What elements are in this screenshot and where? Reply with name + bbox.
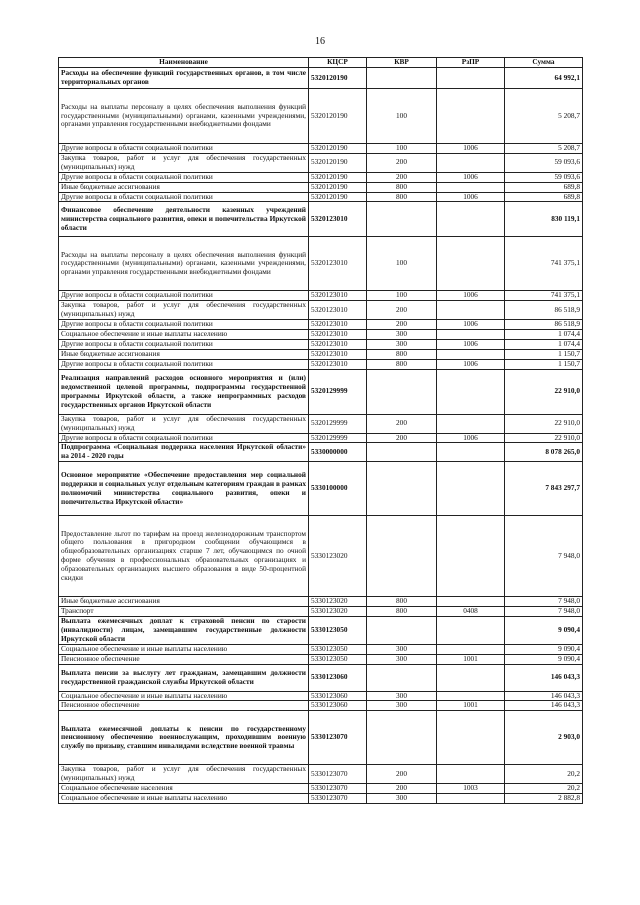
- cell-rzpr: 1001: [437, 701, 505, 711]
- cell-rzpr: 1001: [437, 654, 505, 664]
- cell-kvr: 300: [367, 654, 437, 664]
- header-kcsr: КЦСР: [309, 58, 367, 68]
- cell-rzpr: [437, 516, 505, 597]
- cell-kcsr: 5320120190: [309, 153, 367, 172]
- cell-kvr: 300: [367, 644, 437, 654]
- cell-rzpr: 1003: [437, 784, 505, 794]
- cell-rzpr: 1006: [437, 433, 505, 443]
- cell-kvr: 300: [367, 330, 437, 340]
- cell-name: Другие вопросы в области социальной политики: [59, 339, 309, 349]
- cell-rzpr: [437, 349, 505, 359]
- cell-name: Другие вопросы в области социальной политики: [59, 291, 309, 301]
- table-row: [59, 359, 583, 369]
- table-row: [59, 664, 583, 691]
- cell-sum: 7 843 297,7: [505, 462, 583, 516]
- cell-kcsr: 5320123010: [309, 202, 367, 237]
- cell-name: Расходы на выплаты персоналу в целях обеспечения выполнения функций государственными (муниципальными) органами, казенными учреждениями, органами управления государственными внебюджетными фондами: [59, 237, 309, 291]
- cell-rzpr: 1006: [437, 359, 505, 369]
- cell-kcsr: 5330123050: [309, 644, 367, 654]
- cell-rzpr: [437, 414, 505, 433]
- cell-kcsr: 5330123050: [309, 654, 367, 664]
- header-kvr: КВР: [367, 58, 437, 68]
- cell-sum: 64 992,1: [505, 68, 583, 89]
- cell-name: Закупка товаров, работ и услуг для обеспечения государственных (муниципальных) нужд: [59, 414, 309, 433]
- cell-name: Закупка товаров, работ и услуг для обеспечения государственных (муниципальных) нужд: [59, 301, 309, 320]
- cell-name: Иные бюджетные ассигнования: [59, 597, 309, 607]
- cell-rzpr: [437, 597, 505, 607]
- cell-kcsr: 5320129999: [309, 369, 367, 414]
- cell-sum: 7 948,0: [505, 516, 583, 597]
- cell-name: Закупка товаров, работ и услуг для обеспечения государственных (муниципальных) нужд: [59, 153, 309, 172]
- cell-name: Социальное обеспечение и иные выплаты населению: [59, 644, 309, 654]
- cell-rzpr: [437, 664, 505, 691]
- cell-rzpr: 1006: [437, 144, 505, 154]
- cell-sum: 2 903,0: [505, 711, 583, 765]
- cell-kcsr: 5330123070: [309, 765, 367, 784]
- cell-name: Финансовое обеспечение деятельности казенных учреждений министерства социального развития, опеки и попечительства Иркутской области: [59, 202, 309, 237]
- cell-kvr: 300: [367, 701, 437, 711]
- cell-kvr: 800: [367, 607, 437, 617]
- cell-rzpr: [437, 68, 505, 89]
- cell-name: Подпрограмма «Социальная поддержка населения Иркутской области» на 2014 - 2020 годы: [59, 443, 309, 462]
- cell-rzpr: 1006: [437, 192, 505, 202]
- cell-name: Социальное обеспечение и иные выплаты населению: [59, 330, 309, 340]
- cell-kcsr: 5330123020: [309, 597, 367, 607]
- cell-kvr: 100: [367, 237, 437, 291]
- cell-sum: 22 910,0: [505, 369, 583, 414]
- cell-kcsr: 5320123010: [309, 301, 367, 320]
- cell-kvr: 800: [367, 182, 437, 192]
- cell-rzpr: [437, 443, 505, 462]
- cell-name: Пенсионное обеспечение: [59, 701, 309, 711]
- table-row: [59, 644, 583, 654]
- table-row: [59, 607, 583, 617]
- cell-name: Транспорт: [59, 607, 309, 617]
- cell-name: Другие вопросы в области социальной политики: [59, 172, 309, 182]
- cell-kvr: [367, 462, 437, 516]
- cell-rzpr: [437, 202, 505, 237]
- table-row: [59, 784, 583, 794]
- cell-sum: 1 074,4: [505, 339, 583, 349]
- cell-sum: 1 150,7: [505, 359, 583, 369]
- cell-kvr: 300: [367, 339, 437, 349]
- table-row: [59, 202, 583, 237]
- table-row: [59, 172, 583, 182]
- table-row: [59, 192, 583, 202]
- cell-name: Реализация направлений расходов основного мероприятия и (или) ведомственной целевой программы, подпрограммы государственной программы Иркутской области, а также непрограммных расходов государственных органов Иркутской области: [59, 369, 309, 414]
- table-row: [59, 237, 583, 291]
- cell-name: Пенсионное обеспечение: [59, 654, 309, 664]
- table-row: [59, 339, 583, 349]
- table-row: [59, 711, 583, 765]
- cell-kvr: [367, 369, 437, 414]
- cell-rzpr: [437, 237, 505, 291]
- table-row: [59, 369, 583, 414]
- cell-kcsr: 5330123070: [309, 784, 367, 794]
- cell-rzpr: 1006: [437, 320, 505, 330]
- cell-sum: 146 043,3: [505, 691, 583, 701]
- cell-sum: 20,2: [505, 784, 583, 794]
- cell-sum: 8 078 265,0: [505, 443, 583, 462]
- cell-kvr: 800: [367, 349, 437, 359]
- cell-sum: 7 948,0: [505, 607, 583, 617]
- cell-kvr: 100: [367, 144, 437, 154]
- cell-name: Социальное обеспечение населения: [59, 784, 309, 794]
- cell-kvr: [367, 617, 437, 645]
- cell-kcsr: 5320120190: [309, 172, 367, 182]
- cell-kcsr: 5330123060: [309, 691, 367, 701]
- cell-name: Выплата пенсии за выслугу лет гражданам, замещавшим должности государственной гражданской службы Иркутской области: [59, 664, 309, 691]
- cell-name: Другие вопросы в области социальной политики: [59, 359, 309, 369]
- cell-name: Другие вопросы в области социальной политики: [59, 192, 309, 202]
- table-row: [59, 462, 583, 516]
- cell-rzpr: [437, 369, 505, 414]
- table-row: [59, 68, 583, 89]
- cell-sum: 9 090,4: [505, 654, 583, 664]
- table-row: [59, 433, 583, 443]
- cell-kcsr: 5320120190: [309, 182, 367, 192]
- cell-name: Выплата ежемесячных доплат к страховой пенсии по старости (инвалидности) лицам, замещавшим государственные должности Иркутской области: [59, 617, 309, 645]
- cell-kcsr: 5320129999: [309, 433, 367, 443]
- cell-kvr: 300: [367, 794, 437, 804]
- cell-kvr: [367, 68, 437, 89]
- table-row: [59, 414, 583, 433]
- cell-kcsr: 5320123010: [309, 291, 367, 301]
- cell-name: Закупка товаров, работ и услуг для обеспечения государственных (муниципальных) нужд: [59, 765, 309, 784]
- cell-name: Социальное обеспечение и иные выплаты населению: [59, 691, 309, 701]
- table-row: [59, 182, 583, 192]
- cell-kvr: 800: [367, 359, 437, 369]
- cell-rzpr: [437, 794, 505, 804]
- cell-kcsr: 5330100000: [309, 462, 367, 516]
- table-row: [59, 794, 583, 804]
- table-row: [59, 349, 583, 359]
- cell-sum: 741 375,1: [505, 237, 583, 291]
- budget-table: [58, 57, 583, 804]
- cell-sum: 86 518,9: [505, 320, 583, 330]
- cell-kvr: 800: [367, 597, 437, 607]
- cell-name: Социальное обеспечение и иные выплаты населению: [59, 794, 309, 804]
- cell-rzpr: [437, 765, 505, 784]
- cell-kcsr: 5320123010: [309, 330, 367, 340]
- cell-sum: 5 208,7: [505, 144, 583, 154]
- cell-name: Основное мероприятие «Обеспечение предоставления мер социальной поддержки и социальных услуг отдельным категориям граждан в рамках полномочий министерства социального развития, опеки и попечительства Иркутской области»: [59, 462, 309, 516]
- cell-kvr: [367, 516, 437, 597]
- cell-kvr: 800: [367, 192, 437, 202]
- cell-sum: 741 375,1: [505, 291, 583, 301]
- cell-kcsr: 5330123060: [309, 701, 367, 711]
- cell-kvr: 200: [367, 153, 437, 172]
- cell-name: Другие вопросы в области социальной политики: [59, 320, 309, 330]
- cell-rzpr: [437, 462, 505, 516]
- cell-kvr: 200: [367, 301, 437, 320]
- table-row: [59, 443, 583, 462]
- cell-sum: 689,8: [505, 182, 583, 192]
- cell-kcsr: 5320123010: [309, 359, 367, 369]
- table-row: [59, 654, 583, 664]
- cell-sum: 20,2: [505, 765, 583, 784]
- table-header-row: [59, 58, 583, 68]
- cell-kvr: 200: [367, 765, 437, 784]
- cell-kvr: [367, 664, 437, 691]
- cell-kvr: 200: [367, 414, 437, 433]
- table-row: [59, 516, 583, 597]
- cell-kcsr: 5330123020: [309, 516, 367, 597]
- cell-rzpr: [437, 644, 505, 654]
- cell-name: Расходы на обеспечение функций государственных органов, в том числе территориальных органов: [59, 68, 309, 89]
- cell-kvr: 100: [367, 291, 437, 301]
- page-number: 16: [315, 36, 325, 47]
- cell-name: Расходы на выплаты персоналу в целях обеспечения выполнения функций государственными (муниципальными) органами, казенными учреждениями, органами управления государственными внебюджетными фондами: [59, 89, 309, 144]
- cell-rzpr: 0408: [437, 607, 505, 617]
- cell-kcsr: 5330123070: [309, 711, 367, 765]
- cell-kcsr: 5320123010: [309, 320, 367, 330]
- cell-kvr: 200: [367, 433, 437, 443]
- cell-sum: 59 093,6: [505, 172, 583, 182]
- header-name: Наименование: [59, 58, 309, 68]
- cell-rzpr: 1006: [437, 339, 505, 349]
- cell-sum: 9 090,4: [505, 644, 583, 654]
- table-row: [59, 330, 583, 340]
- table-row: [59, 144, 583, 154]
- table-row: [59, 691, 583, 701]
- cell-kcsr: 5330123020: [309, 607, 367, 617]
- cell-name: Другие вопросы в области социальной политики: [59, 433, 309, 443]
- table-row: [59, 291, 583, 301]
- cell-name: Другие вопросы в области социальной политики: [59, 144, 309, 154]
- cell-sum: 59 093,6: [505, 153, 583, 172]
- table-row: [59, 765, 583, 784]
- table-row: [59, 320, 583, 330]
- cell-kvr: 200: [367, 784, 437, 794]
- table-row: [59, 617, 583, 645]
- cell-rzpr: [437, 617, 505, 645]
- cell-sum: 1 150,7: [505, 349, 583, 359]
- cell-sum: 22 910,0: [505, 433, 583, 443]
- cell-kvr: [367, 202, 437, 237]
- cell-sum: 146 043,3: [505, 701, 583, 711]
- cell-kcsr: 5320129999: [309, 414, 367, 433]
- cell-sum: 146 043,3: [505, 664, 583, 691]
- cell-kcsr: 5330000000: [309, 443, 367, 462]
- cell-rzpr: [437, 182, 505, 192]
- cell-sum: 1 074,4: [505, 330, 583, 340]
- cell-kvr: 100: [367, 89, 437, 144]
- cell-rzpr: 1006: [437, 291, 505, 301]
- cell-name: Предоставление льгот по тарифам на проезд железнодорожным транспортом общего пользования в пригородном сообщении обучающимся в общеобразовательных организациях старше 7 лет, обучающимся по очной форме обучения в профессиональных образовательных организациях и образовательных организациях высшего образования в виде 50-процентной скидки: [59, 516, 309, 597]
- cell-kcsr: 5320120190: [309, 192, 367, 202]
- cell-sum: 22 910,0: [505, 414, 583, 433]
- cell-name: Иные бюджетные ассигнования: [59, 349, 309, 359]
- cell-sum: 7 948,0: [505, 597, 583, 607]
- table-row: [59, 701, 583, 711]
- table-row: [59, 301, 583, 320]
- table-row: [59, 153, 583, 172]
- cell-rzpr: [437, 330, 505, 340]
- cell-name: Иные бюджетные ассигнования: [59, 182, 309, 192]
- cell-sum: 86 518,9: [505, 301, 583, 320]
- cell-sum: 689,8: [505, 192, 583, 202]
- cell-sum: 9 090,4: [505, 617, 583, 645]
- cell-rzpr: [437, 711, 505, 765]
- cell-sum: 830 119,1: [505, 202, 583, 237]
- cell-kcsr: 5320120190: [309, 89, 367, 144]
- cell-kcsr: 5330123050: [309, 617, 367, 645]
- cell-kvr: 300: [367, 691, 437, 701]
- table-body: [59, 68, 583, 804]
- cell-kcsr: 5330123060: [309, 664, 367, 691]
- cell-kvr: 200: [367, 320, 437, 330]
- cell-rzpr: [437, 301, 505, 320]
- cell-name: Выплата ежемесячной доплаты к пенсии по государственному пенсионному обеспечению военнослужащим, проходившим военную службу по призыву, ставшим инвалидами вследствие военной травмы: [59, 711, 309, 765]
- cell-kvr: [367, 443, 437, 462]
- cell-kvr: [367, 711, 437, 765]
- cell-kcsr: 5320123010: [309, 339, 367, 349]
- cell-sum: 5 208,7: [505, 89, 583, 144]
- cell-rzpr: [437, 691, 505, 701]
- header-sum: Сумма: [505, 58, 583, 68]
- cell-kcsr: 5320120190: [309, 68, 367, 89]
- cell-kvr: 200: [367, 172, 437, 182]
- cell-kcsr: 5320123010: [309, 237, 367, 291]
- cell-rzpr: [437, 153, 505, 172]
- cell-kcsr: 5320120190: [309, 144, 367, 154]
- table-row: [59, 89, 583, 144]
- cell-rzpr: [437, 89, 505, 144]
- cell-kcsr: 5330123070: [309, 794, 367, 804]
- cell-rzpr: 1006: [437, 172, 505, 182]
- table-row: [59, 597, 583, 607]
- cell-kcsr: 5320123010: [309, 349, 367, 359]
- cell-sum: 2 882,8: [505, 794, 583, 804]
- header-rzpr: РзПР: [437, 58, 505, 68]
